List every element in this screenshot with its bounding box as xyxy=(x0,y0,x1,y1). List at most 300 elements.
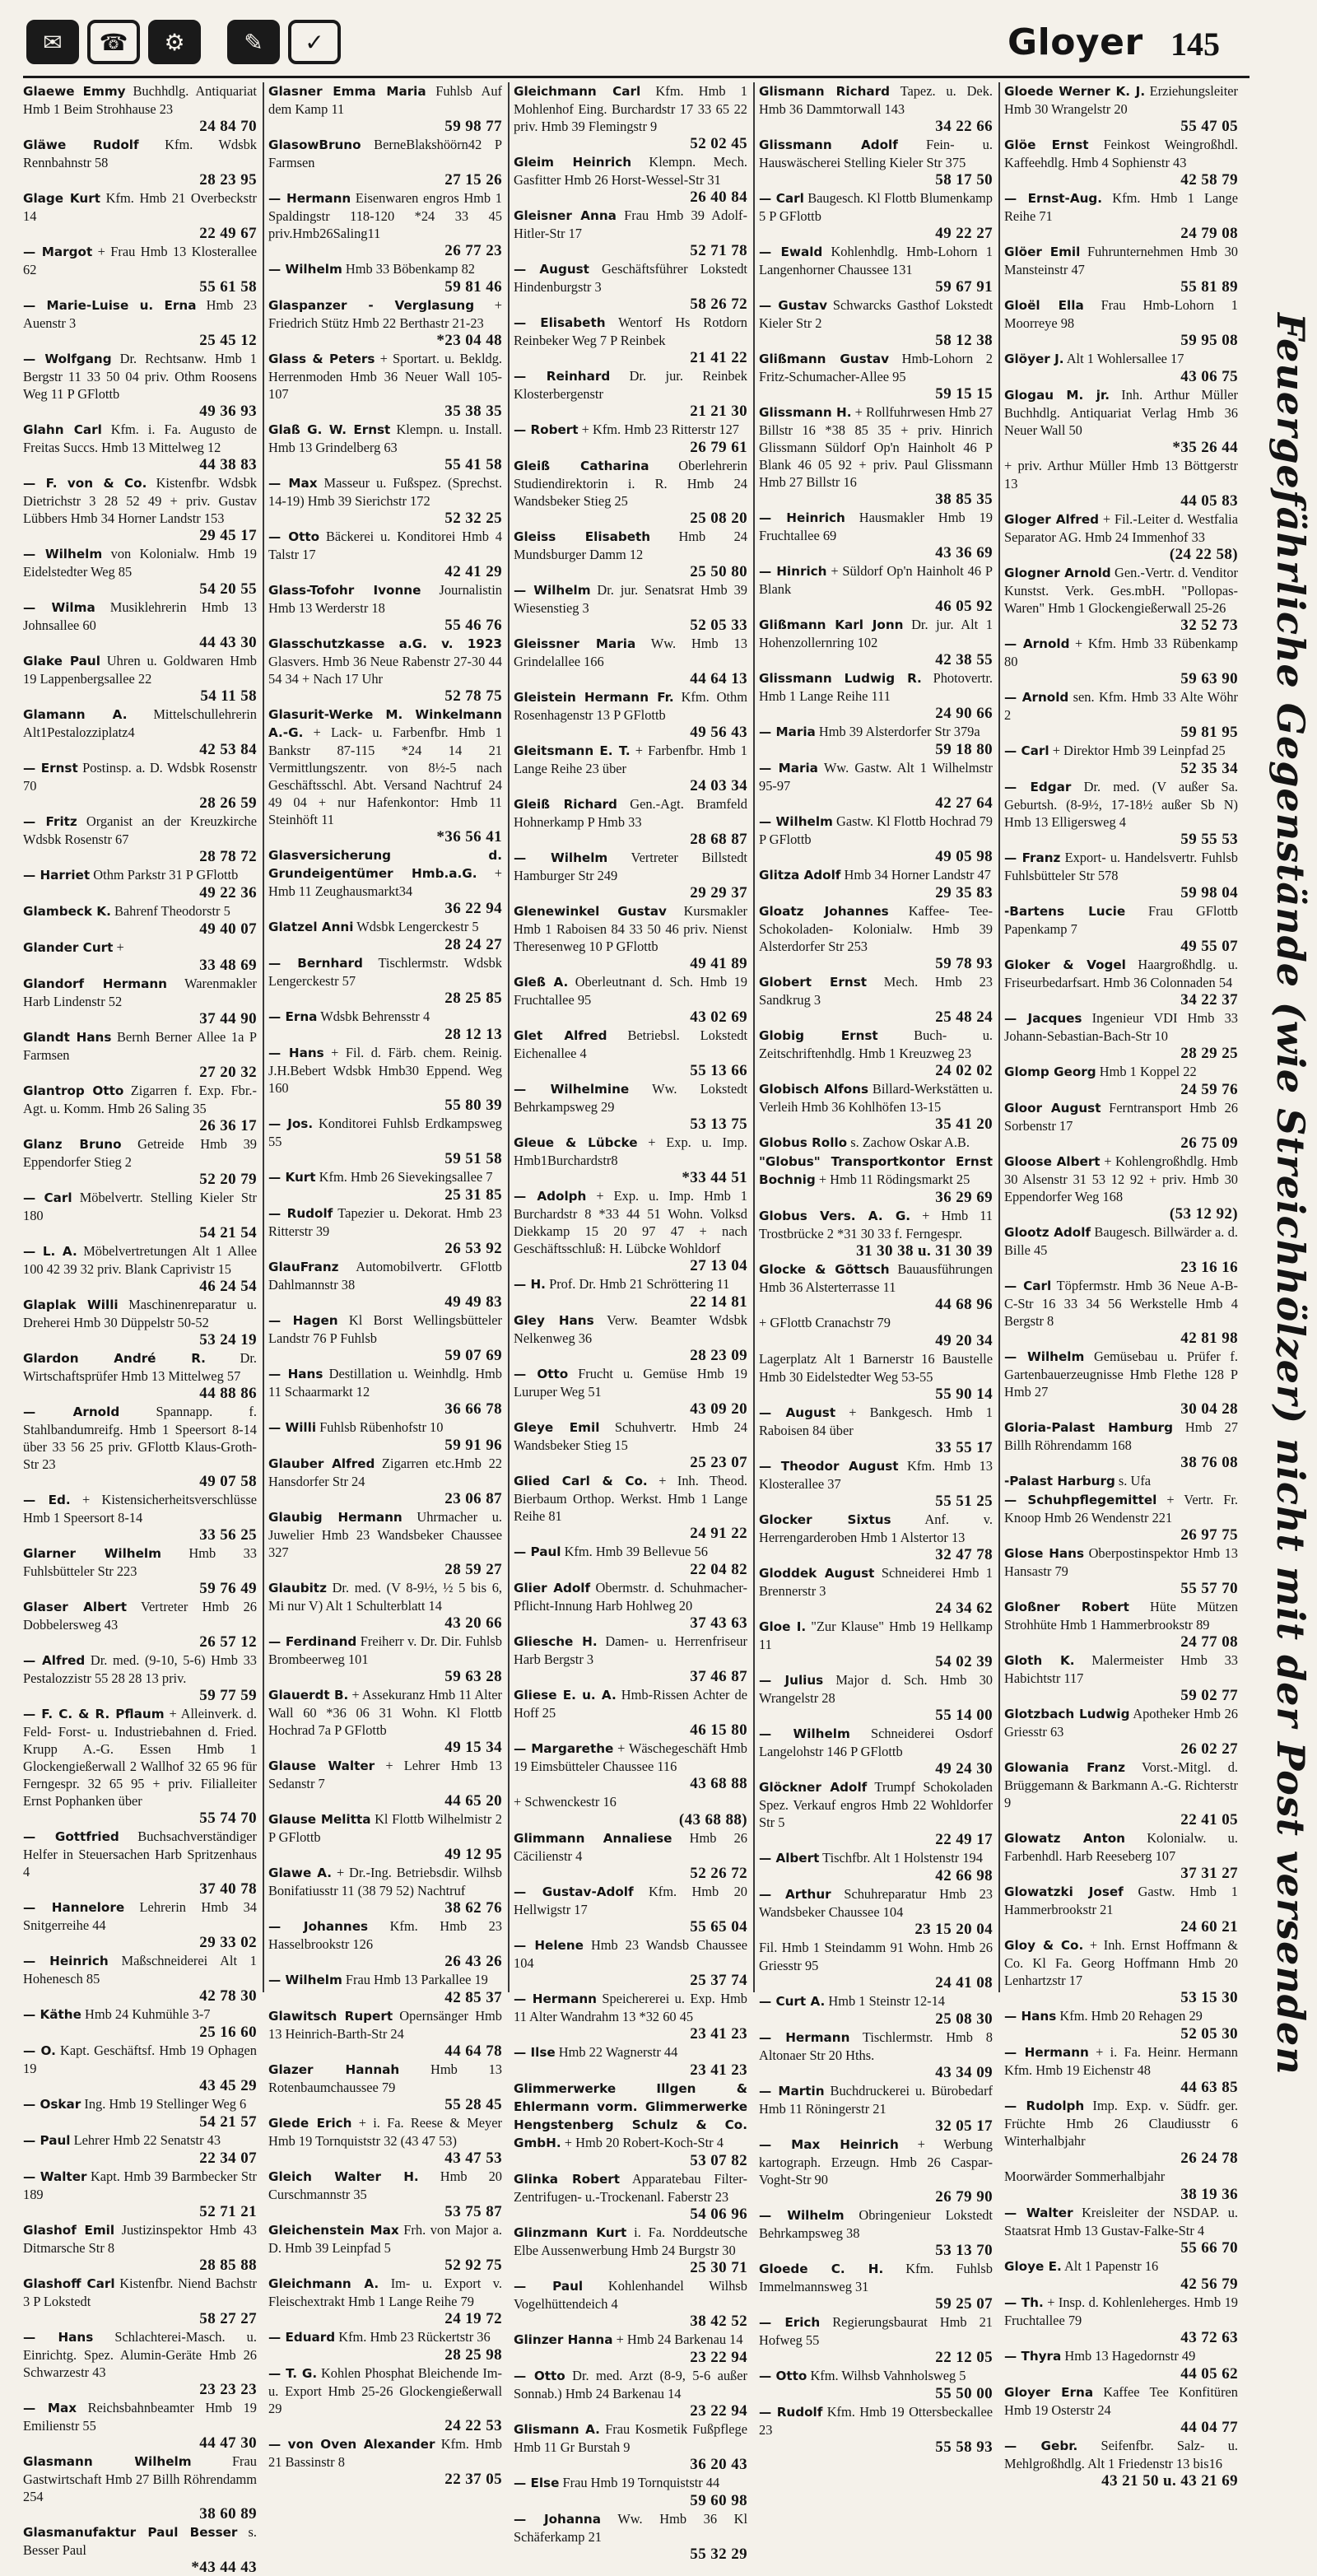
phone-number: 25 16 60 xyxy=(199,2024,257,2041)
directory-entry xyxy=(759,1314,993,1349)
entry-details: Tischfbr. Alt 1 Holstenstr 194 xyxy=(822,1850,983,1866)
entry-name: Glenewinkel Gustav xyxy=(514,904,667,919)
phone-number: 59 63 90 xyxy=(1180,670,1238,687)
phone-number: 49 15 34 xyxy=(444,1739,502,1756)
phone-number: 26 57 12 xyxy=(199,1633,257,1651)
entry-details: Hmb 1 Koppel 22 xyxy=(1099,1064,1197,1079)
directory-entry xyxy=(23,1296,257,1349)
entry-details: Ww. Hmb 36 Kl Schäferkamp 21 xyxy=(514,2511,747,2545)
entry-details: + priv. Arthur Müller Hmb 13 Böttgerstr 13 xyxy=(1004,458,1238,491)
directory-entry xyxy=(1004,82,1238,135)
directory-entry xyxy=(23,902,257,938)
entry-name: — Wilhelm xyxy=(759,814,833,829)
phone-number: 28 59 27 xyxy=(444,1561,502,1578)
directory-entry xyxy=(268,2007,502,2060)
entry-details: Kfm. Wilhsb Vahnholsweg 5 xyxy=(810,2368,966,2383)
entry-name: Glashoff Carl xyxy=(23,2276,115,2291)
phone-number: 43 21 50 u. 43 21 69 xyxy=(1101,2472,1238,2490)
phone-number: 24 02 02 xyxy=(935,1062,993,1079)
directory-entry xyxy=(23,939,257,974)
entry-details: Bäckerei u. Konditorei Hmb 4 Talstr 17 xyxy=(268,529,502,562)
entry-name: — von Oven Alexander xyxy=(268,2437,435,2452)
entry-details: Musiklehrerin Hmb 13 Johnsallee 60 xyxy=(23,599,257,633)
entry-name: Glied Carl & Co. xyxy=(514,1474,648,1488)
phone-number: 42 66 98 xyxy=(935,1867,993,1884)
phone-number: 53 13 70 xyxy=(935,2242,993,2259)
directory-entry xyxy=(23,1598,257,1651)
phone-number: 54 06 96 xyxy=(690,2206,747,2223)
entry-name: Gloye E. xyxy=(1004,2259,1062,2274)
directory-entry xyxy=(759,1564,993,1617)
entry-details: Bahrenf Theodorstr 5 xyxy=(114,903,230,919)
entry-name: Globus Vers. A. G. xyxy=(759,1209,911,1223)
phone-number: 55 14 00 xyxy=(935,1707,993,1724)
entry-name: — Walter xyxy=(23,2169,87,2184)
phone-number: 26 02 27 xyxy=(1180,1740,1238,1758)
entry-name: Gloatz Johannes xyxy=(759,904,889,919)
entry-details: + Assekuranz Hmb 11 Alter Wall 60 *36 06 31 Wohn. Kl Flottb Hochrad 7a P GFlottb xyxy=(268,1687,502,1738)
directory-entry xyxy=(514,1936,747,1989)
entry-details: Kfm. Hmb 20 Rehagen 29 xyxy=(1059,2008,1203,2024)
phone-number: 24 22 53 xyxy=(444,2417,502,2434)
entry-name: Gleiß Richard xyxy=(514,797,617,812)
entry-name: — Curt A. xyxy=(759,1994,826,2009)
entry-name: — Hans xyxy=(268,1046,324,1060)
entry-name: Glashof Emil xyxy=(23,2223,115,2238)
phone-number: 24 03 34 xyxy=(690,777,747,794)
entry-details: + Exp. u. Imp. Hmb1Burchardstr8 xyxy=(514,1134,747,1168)
directory-entry xyxy=(23,599,257,651)
entry-details: Klempn. Mech. Gasfitter Hmb 26 Horst-Wessel-Str 31 xyxy=(514,154,747,188)
entry-name: Glissmann Adolf xyxy=(759,137,898,152)
phone-number: 22 14 81 xyxy=(690,1293,747,1311)
entry-name: Glöckner Adolf xyxy=(759,1780,868,1795)
entry-name: Glaewe Emmy xyxy=(23,84,126,99)
entry-name: — Albert xyxy=(759,1851,820,1866)
phone-number: 25 30 71 xyxy=(690,2259,747,2276)
entry-details: Fuhlsb Auf dem Kamp 11 xyxy=(268,83,502,117)
phone-number: 52 71 78 xyxy=(690,242,747,259)
entry-details: Dr. jur. Alt 1 Hohenzollernring 102 xyxy=(759,617,993,650)
entry-name: Gleß A. xyxy=(514,975,569,990)
entry-name: — Martin xyxy=(759,2084,825,2099)
phone-number: 33 56 25 xyxy=(199,1526,257,1544)
phone-number: (43 68 88) xyxy=(678,1811,747,1828)
directory-entry xyxy=(23,2221,257,2274)
directory-entry xyxy=(759,1885,993,1938)
directory-entry xyxy=(1004,2043,1238,2096)
entry-details: Masseur u. Fußspez. (Sprechst. 14-19) Hmb 39 Sierichstr 172 xyxy=(268,475,502,509)
phone-number: 44 88 86 xyxy=(199,1385,257,1402)
directory-entry xyxy=(759,1457,993,1510)
directory-entry xyxy=(23,1651,257,1704)
entry-details: Kaffee- Tee-Schokoladen- Kolonialw. Hmb 39 Alsterdorfer Str 253 xyxy=(759,903,993,954)
directory-entry xyxy=(759,1350,993,1403)
entry-name: Glocker Sixtus xyxy=(759,1512,891,1527)
directory-entry xyxy=(759,2136,993,2206)
entry-name: Glaplak Willi xyxy=(23,1297,119,1312)
entry-details: Kfm. Hmb 1 Mohlenhof Eing. Burchardstr 17 33 65 22 priv. Hmb 39 Flemingstr 9 xyxy=(514,83,747,134)
entry-details: s. Besser Paul xyxy=(23,2524,257,2558)
directory-entry xyxy=(268,1917,502,1970)
phone-number: 55 47 05 xyxy=(1180,118,1238,135)
entry-name: — Reinhard xyxy=(514,369,611,384)
directory-entry xyxy=(759,1849,993,1884)
directory-entry xyxy=(514,314,747,366)
directory-entry xyxy=(23,1544,257,1597)
directory-entry xyxy=(1004,1223,1238,1276)
entry-name: Gloth K. xyxy=(1004,1653,1075,1668)
entry-details: Vertreter Hmb 26 Dobbelersweg 43 xyxy=(23,1599,257,1633)
phone-number: 38 19 36 xyxy=(1180,2186,1238,2203)
entry-details: Schlachterei-Masch. u. Einrichtg. Spez. Alumin-Geräte Hmb 26 Schwarzestr 43 xyxy=(23,2329,257,2380)
entry-name: — Wilhelm xyxy=(1004,1349,1085,1364)
phone-number: 44 68 96 xyxy=(935,1296,993,1313)
phone-number: 26 75 09 xyxy=(1180,1134,1238,1152)
phone-number: 27 20 32 xyxy=(199,1064,257,1081)
entry-name: Gley Hans xyxy=(514,1313,594,1328)
directory-entry xyxy=(23,136,257,189)
entry-details: s. Ufa xyxy=(1118,1473,1152,1488)
entry-name: Glasurit-Werke M. Winkelmann A.-G. xyxy=(268,707,502,740)
entry-details: Fil. Hmb 1 Steindamm 91 Wohn. Hmb 26 Griesstr 95 xyxy=(759,1940,993,1973)
directory-entry xyxy=(268,1686,502,1756)
entry-name: Gloker & Vogel xyxy=(1004,957,1126,972)
directory-entry xyxy=(23,1828,257,1898)
entry-name: Glahn Carl xyxy=(23,422,102,437)
phone-number: 42 58 79 xyxy=(1180,171,1238,189)
entry-details: Organist an der Kreuzkirche Wdsbk Rosenstr 67 xyxy=(23,813,257,847)
directory-entry xyxy=(514,528,747,580)
directory-entry xyxy=(1004,2204,1238,2257)
directory-entry xyxy=(268,260,502,296)
entry-name: Gloël Ella xyxy=(1004,298,1084,313)
phone-number: 44 63 85 xyxy=(1180,2079,1238,2096)
entry-details: Kistenfbr. Niend Bachstr 3 P Lokstedt xyxy=(23,2276,258,2309)
directory-entry xyxy=(514,2043,747,2079)
entry-details: Dr. jur. Senatsrat Hmb 39 Wiesenstieg 3 xyxy=(514,582,747,616)
phone-number: 23 41 23 xyxy=(690,2025,747,2043)
entry-details: + Hmb 24 Barkenau 14 xyxy=(616,2331,743,2347)
directory-entry xyxy=(268,1810,502,1863)
entry-name: — Schuhpflegemittel xyxy=(1004,1493,1157,1507)
directory-entry xyxy=(514,1686,747,1739)
directory-entry xyxy=(514,82,747,152)
entry-details: von Kolonialw. Hmb 19 Eidelstedter Weg 85 xyxy=(23,546,257,580)
entry-details: Töpfermstr. Hmb 36 Neue A-B-C-Str 16 33 34 56 Werkstelle Hmb 4 Bergstr 8 xyxy=(1004,1278,1238,1329)
entry-details: Seifenfbr. Salz- u. Mehlgroßhdlg. Alt 1 Friedenstr 13 bis16 xyxy=(1004,2438,1238,2471)
entry-name: — Kurt xyxy=(268,1170,316,1185)
phone-number: 59 51 58 xyxy=(444,1150,502,1167)
directory-entry xyxy=(23,2453,257,2522)
directory-entry xyxy=(759,2313,993,2366)
entry-name: Glatzel Anni xyxy=(268,920,354,934)
phone-number: 53 13 75 xyxy=(690,1116,747,1133)
entry-details: Hmb 39 Alsterdorfer Str 379a xyxy=(818,724,980,739)
directory-entry xyxy=(514,1187,747,1274)
entry-name: — F. von & Co. xyxy=(23,476,147,491)
directory-entry xyxy=(514,1134,747,1186)
phone-number: 59 55 53 xyxy=(1180,831,1238,848)
directory-entry xyxy=(514,2331,747,2366)
entry-details: Imp. Exp. v. Südfr. ger. Früchte Hmb 26 Claudiusstr 6 Winterhalbjahr xyxy=(1004,2098,1238,2149)
entry-name: Glede Erich xyxy=(268,2116,352,2131)
phone-number: 49 20 34 xyxy=(935,1332,993,1349)
directory-entry xyxy=(514,1829,747,1882)
directory-entry xyxy=(268,2061,502,2113)
entry-details: Frau Kosmetik Fußpflege Hmb 11 Gr Burstah 9 xyxy=(514,2421,747,2455)
entry-details: Frh. von Major a. D. Hmb 39 Leinpfad 5 xyxy=(268,2222,502,2256)
directory-entry xyxy=(1004,2437,1238,2490)
directory-entry xyxy=(514,2367,747,2420)
entry-name: — Hagen xyxy=(268,1313,338,1328)
entry-name: Glause Melitta xyxy=(268,1812,371,1827)
page-header xyxy=(26,15,1261,72)
entry-name: Gloyer Erna xyxy=(1004,2385,1094,2400)
entry-details: Hmb 13 Hagedornstr 49 xyxy=(1064,2348,1196,2364)
entry-details: Regierungsbaurat Hmb 21 Hofweg 55 xyxy=(759,2314,993,2348)
directory-entry xyxy=(23,2275,257,2327)
entry-name: — Wilhelm xyxy=(23,547,103,561)
directory-entry xyxy=(759,973,993,1026)
directory-entry xyxy=(759,902,993,972)
phone-number: 22 34 07 xyxy=(199,2150,257,2167)
phone-number: 52 92 75 xyxy=(444,2257,502,2274)
entry-name: — Arnold xyxy=(1004,636,1070,651)
directory-entry xyxy=(23,421,257,473)
entry-details: Geschäftsführer Lokstedt Hindenburgstr 3 xyxy=(514,261,747,295)
directory-entry xyxy=(1004,136,1238,189)
entry-name: — T. G. xyxy=(268,2366,318,2381)
entry-name: Gleim Heinrich xyxy=(514,155,632,170)
entry-details: Maschinenreparatur u. Dreherei Hmb 30 Düppelstr 50-52 xyxy=(23,1297,257,1330)
phone-number: 49 24 30 xyxy=(935,1760,993,1777)
entry-details: Prof. Dr. Hmb 21 Schröttering 11 xyxy=(549,1276,730,1292)
entry-name: Glamann A. xyxy=(23,707,128,722)
entry-details: + i. Fa. Reese & Meyer Hmb 19 Tornquiststr 32 (43 47 53) xyxy=(268,2115,502,2149)
phone-number: 59 81 46 xyxy=(444,278,502,296)
phone-number: 34 22 37 xyxy=(1180,991,1238,1009)
phone-number: 26 40 84 xyxy=(690,189,747,206)
phone-number: 52 20 79 xyxy=(199,1171,257,1188)
phone-number: 24 90 66 xyxy=(935,705,993,722)
entry-details: + Farbenfbr. Hmb 1 Lange Reihe 23 über xyxy=(514,743,747,776)
phone-number: 22 49 67 xyxy=(199,225,257,242)
entry-name: — Willi xyxy=(268,1420,317,1435)
phone-number: *43 44 43 xyxy=(191,2559,257,2576)
entry-name: Gloe I. xyxy=(759,1619,807,1634)
entry-details: + Kohlengroßhdlg. Hmb 30 Alsenstr 31 53 12 92 + priv. Hmb 30 Eppendorfer Weg 168 xyxy=(1004,1153,1238,1204)
entry-details: + Hmb 20 Robert-Koch-Str 4 xyxy=(564,2135,724,2150)
entry-details: Automobilvertr. GFlottb Dahlmannstr 38 xyxy=(268,1259,502,1293)
phone-number: 25 50 80 xyxy=(690,563,747,580)
entry-details: Eisenwaren engros Hmb 1 Spaldingstr 118-120 *24 33 45 priv.Hmb26Saling11 xyxy=(268,190,502,241)
entry-details: Kohlenhdlg. Hmb-Lohorn 1 Langenhorner Chaussee 131 xyxy=(759,244,993,277)
directory-entry xyxy=(23,2131,257,2167)
entry-name: Glantrop Otto xyxy=(23,1083,124,1098)
entry-details: Uhren u. Goldwaren Hmb 19 Lappenbergsallee 22 xyxy=(23,653,257,687)
entry-name: Gleichmann Carl xyxy=(514,84,641,99)
entry-name: — Otto xyxy=(268,529,320,544)
entry-name: Glomp Georg xyxy=(1004,1064,1096,1079)
entry-details: Reichsbahnbeamter Hmb 19 Emilienstr 55 xyxy=(23,2400,257,2434)
directory-entry xyxy=(514,902,747,972)
phone-number: 59 63 28 xyxy=(444,1668,502,1685)
phone-number: 25 23 07 xyxy=(690,1454,747,1471)
phone-number: 46 05 92 xyxy=(935,598,993,615)
entry-name: — Arthur xyxy=(759,1887,831,1902)
entry-name: Glauber Alfred xyxy=(268,1456,375,1471)
entry-details: + GFlottb Cranachstr 79 xyxy=(759,1315,891,1330)
entry-details: Kl Flottb Wilhelmistr 2 P GFlottb xyxy=(268,1811,502,1845)
phone-number: 24 84 70 xyxy=(199,118,257,135)
phone-number: 37 43 63 xyxy=(690,1614,747,1632)
entry-details: + i. Fa. Heinr. Hermann Kfm. Hmb 19 Eichenstr 48 xyxy=(1004,2044,1238,2078)
directory-entry xyxy=(1004,2097,1238,2167)
directory-entry xyxy=(759,1618,993,1670)
directory-entry xyxy=(23,1491,257,1544)
entry-name: Glarner Wilhelm xyxy=(23,1546,161,1561)
phone-number: 49 12 95 xyxy=(444,1846,502,1863)
directory-entry xyxy=(1004,1472,1238,1490)
directory-entry xyxy=(1004,243,1238,296)
entry-details: Ww. Lokstedt Behrkampsweg 29 xyxy=(514,1081,747,1115)
entry-name: — Fritz xyxy=(23,814,77,829)
phone-number: *36 56 41 xyxy=(436,828,502,845)
directory-entry xyxy=(759,759,993,812)
phone-number: 59 60 98 xyxy=(690,2492,747,2509)
directory-entry xyxy=(268,1168,502,1204)
entry-details: Erziehungsleiter Hmb 30 Wrangelstr 20 xyxy=(1004,83,1238,117)
column-2 xyxy=(268,82,503,2488)
entry-name: — Otto xyxy=(514,1367,569,1381)
entry-name: GlasowBruno xyxy=(268,137,361,152)
entry-name: — Wolfgang xyxy=(23,352,112,366)
phone-number: 49 49 83 xyxy=(444,1293,502,1311)
directory-entry xyxy=(759,1778,993,1848)
entry-name: — Hans xyxy=(23,2330,94,2345)
directory-entry xyxy=(1004,564,1238,634)
directory-entry xyxy=(268,2328,502,2364)
directory-entry xyxy=(759,82,993,135)
entry-details: Kapt. Geschäftsf. Hmb 19 Ophagen 19 xyxy=(23,2043,257,2076)
phone-number: 55 74 70 xyxy=(199,1810,257,1827)
phone-number: 42 85 37 xyxy=(444,1989,502,2006)
directory-entry xyxy=(23,2042,257,2094)
phone-number: 44 64 13 xyxy=(690,670,747,687)
phone-number: 43 47 53 xyxy=(444,2150,502,2167)
entry-name: — Eduard xyxy=(268,2330,336,2345)
entry-details: i. Fa. Norddeutsche Elbe Aussenwerbung Hmb 24 Burgstr 30 xyxy=(514,2224,747,2258)
entry-details: Obringenieur Lokstedt Behrkampsweg 38 xyxy=(759,2207,993,2241)
entry-details: Haargroßhdlg. u. Friseurbedarfsart. Hmb 36 Colonnaden 54 xyxy=(1004,957,1238,990)
directory-entry xyxy=(268,189,502,259)
phone-number: 25 31 85 xyxy=(444,1186,502,1204)
directory-entry xyxy=(23,1082,257,1134)
phone-number: 42 78 30 xyxy=(199,1987,257,2005)
directory-entry xyxy=(1004,1544,1238,1597)
entry-name: Glage Kurt xyxy=(23,191,100,206)
entry-details: Oberleutnant d. Sch. Hmb 19 Fruchtallee 95 xyxy=(514,974,747,1008)
entry-details: Schuhreparatur Hmb 23 Wandsbeker Chaussee 104 xyxy=(759,1886,993,1920)
entry-details: Moorwärder Sommerhalbjahr xyxy=(1004,2168,1166,2184)
entry-details: Verw. Beamter Wdsbk Nelkenweg 36 xyxy=(514,1312,747,1346)
entry-name: Globisch Alfons xyxy=(759,1082,868,1097)
phone-number: 49 56 43 xyxy=(690,724,747,741)
phone-number: 23 15 20 04 xyxy=(914,1921,993,1938)
directory-entry xyxy=(759,723,993,758)
phone-number: 52 32 25 xyxy=(444,510,502,527)
directory-entry xyxy=(759,669,993,722)
phone-number: 27 15 26 xyxy=(444,171,502,189)
directory-entry xyxy=(759,403,993,508)
entry-name: Glissmann Ludwig R. xyxy=(759,671,922,686)
phone-number: 42 81 98 xyxy=(1180,1330,1238,1347)
entry-name: — Wilma xyxy=(23,600,95,615)
directory-entry xyxy=(23,2095,257,2131)
entry-details: Wdsbk Behrensstr 4 xyxy=(320,1009,430,1024)
directory-entry xyxy=(23,1135,257,1188)
phone-number: 49 41 89 xyxy=(690,955,747,972)
directory-entry xyxy=(268,1258,502,1311)
phone-number: 49 22 36 xyxy=(199,884,257,901)
phone-number: 59 25 07 xyxy=(935,2295,993,2313)
phone-number: 55 80 39 xyxy=(444,1097,502,1114)
directory-entry xyxy=(268,528,502,580)
entry-details: Kfm. i. Fa. Augusto de Freitas Succs. Hmb 13 Mittelweg 12 xyxy=(23,422,257,455)
entry-name: — Johannes xyxy=(268,1919,369,1934)
directory-entry xyxy=(268,1633,502,1685)
phone-number: 49 22 27 xyxy=(935,225,993,242)
entry-name: Gleue & Lübcke xyxy=(514,1135,638,1150)
entry-details: Kreisleiter der NSDAP. u. Staatsrat Hmb 13 Gustav-Falke-Str 4 xyxy=(1004,2205,1238,2238)
directory-entry xyxy=(759,2403,993,2456)
entry-name: — Edgar xyxy=(1004,780,1072,794)
directory-entry xyxy=(23,474,257,544)
entry-name: Gloose Albert xyxy=(1004,1154,1101,1169)
entry-details: + Inh. Ernst Hoffmann & Co. Kl Fa. Georg Hoffmann Hmb 20 Lenhartzstr 17 xyxy=(1004,1937,1238,1988)
page-number: 145 xyxy=(1170,26,1220,63)
entry-details: + Insp. d. Kohlenleherges. Hmb 19 Fruchtallee 79 xyxy=(1004,2294,1238,2328)
directory-entry xyxy=(1004,457,1238,510)
entry-name: — Hannelore xyxy=(23,1900,125,1915)
directory-entry xyxy=(759,1404,993,1456)
entry-details: Hmb 22 Wagnerstr 44 xyxy=(558,2044,678,2060)
phone-number: 28 25 85 xyxy=(444,990,502,1007)
entry-name: — Margot xyxy=(23,245,93,259)
phone-number: 49 36 93 xyxy=(199,403,257,420)
entry-details: Alt 1 Wohlersallee 17 xyxy=(1066,351,1184,366)
phone-number: 42 38 55 xyxy=(935,651,993,668)
entry-details: Hmb 1 Steinstr 12-14 xyxy=(828,1993,945,2009)
entry-name: — Johanna xyxy=(514,2512,601,2527)
entry-name: — Maria xyxy=(759,761,818,776)
directory-symbols xyxy=(26,20,341,64)
column-divider xyxy=(998,82,1000,1992)
phone-number: 25 45 12 xyxy=(199,332,257,349)
entry-name: — Wilhelm xyxy=(268,262,342,277)
phone-number: 54 02 39 xyxy=(935,1653,993,1670)
entry-details: sen. Kfm. Hmb 33 Alte Wöhr 2 xyxy=(1004,689,1238,723)
directory-entry xyxy=(268,635,502,705)
directory-entry xyxy=(1004,1936,1238,2006)
directory-entry xyxy=(1004,386,1238,456)
entry-details: Dr. jur. Reinbek Klosterbergenstr xyxy=(514,368,747,402)
entry-details: + Inh. Theod. Bierbaum Orthop. Werkst. Hmb 1 Lange Reihe 81 xyxy=(514,1473,747,1524)
entry-details: + Bankgesch. Hmb 1 Raboisen 84 über xyxy=(759,1404,993,1438)
directory-entry xyxy=(23,1189,257,1241)
entry-details: Kohlenhandel Wilhsb Vogelhüttendeich 4 xyxy=(514,2278,748,2312)
